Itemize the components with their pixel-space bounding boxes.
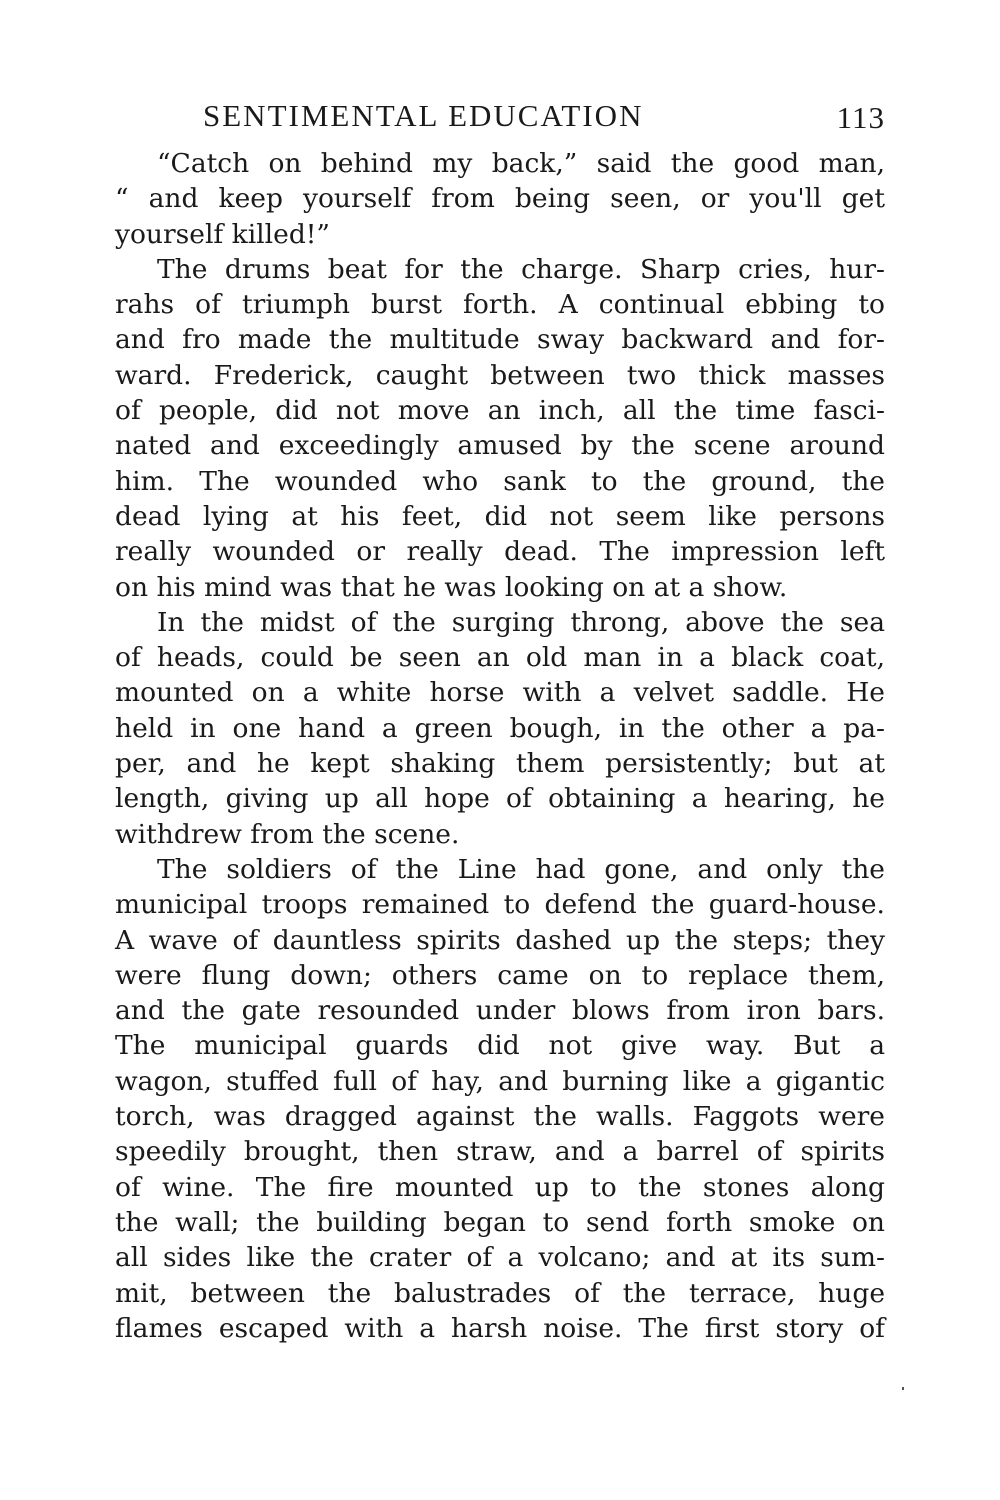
text-line: The drums beat for the charge. Sharp cries, hur- [157, 253, 885, 285]
text-line: rahs of triumph burst forth. A continual ebbing to [115, 289, 885, 321]
running-header [115, 98, 885, 146]
stray-ink-mark [902, 1387, 904, 1390]
text-line: all sides like the crater of a volcano; and at its sum- [115, 1242, 885, 1274]
text-line: wagon, stuffed full of hay, and burning like a gigantic [115, 1065, 885, 1097]
text-line: of people, did not move an inch, all the time fasci- [115, 395, 885, 427]
text-line: the wall; the building began to send forth smoke on [115, 1206, 885, 1238]
running-title: SENTIMENTAL EDUCATION [203, 98, 644, 133]
text-line: speedily brought, then straw, and a barrel of spirits [115, 1136, 885, 1168]
text-line: flames escaped with a harsh noise. The first story of [115, 1312, 885, 1344]
text-line: withdrew from the scene. [115, 818, 460, 850]
text-line: “ and keep yourself from being seen, or you'll get [115, 183, 885, 215]
book-page [115, 98, 885, 1346]
text-line: per, and he kept shaking them persistently; but at [115, 748, 885, 780]
text-line: held in one hand a green bough, in the other a pa- [115, 712, 885, 744]
text-line: were flung down; others came on to replace them, [115, 959, 885, 991]
text-line: of heads, could be seen an old man in a black coat, [115, 642, 885, 674]
text-line: him. The wounded who sank to the ground, the [115, 465, 885, 497]
text-line: on his mind was that he was looking on at a show. [115, 571, 788, 603]
page-number: 113 [836, 100, 885, 135]
text-line: municipal troops remained to defend the guard-house. [115, 889, 885, 921]
text-line: dead lying at his feet, did not seem like persons [115, 500, 885, 532]
text-line: and fro made the multitude sway backward and for- [115, 324, 885, 356]
text-line: mounted on a white horse with a velvet saddle. He [115, 677, 885, 709]
body-text [115, 146, 885, 1346]
text-line: length, giving up all hope of obtaining a hearing, he [115, 783, 885, 815]
text-line: yourself killed!” [115, 218, 330, 250]
text-line: A wave of dauntless spirits dashed up the steps; they [115, 924, 885, 956]
text-line: and the gate resounded under blows from iron bars. [115, 995, 885, 1027]
text-line: mit, between the balustrades of the terrace, huge [115, 1277, 885, 1309]
text-line: “Catch on behind my back,” said the good man, [157, 148, 885, 179]
text-line: torch, was dragged against the walls. Faggots were [115, 1101, 885, 1133]
text-line: The soldiers of the Line had gone, and only the [157, 853, 885, 885]
text-line: ward. Frederick, caught between two thick masses [115, 359, 885, 391]
text-line: of wine. The fire mounted up to the stones along [115, 1171, 885, 1203]
text-line: nated and exceedingly amused by the scene around [115, 430, 885, 462]
text-line: The municipal guards did not give way. But a [115, 1030, 885, 1062]
text-line: really wounded or really dead. The impression left [115, 536, 885, 568]
text-line: In the midst of the surging throng, above the sea [157, 606, 885, 638]
